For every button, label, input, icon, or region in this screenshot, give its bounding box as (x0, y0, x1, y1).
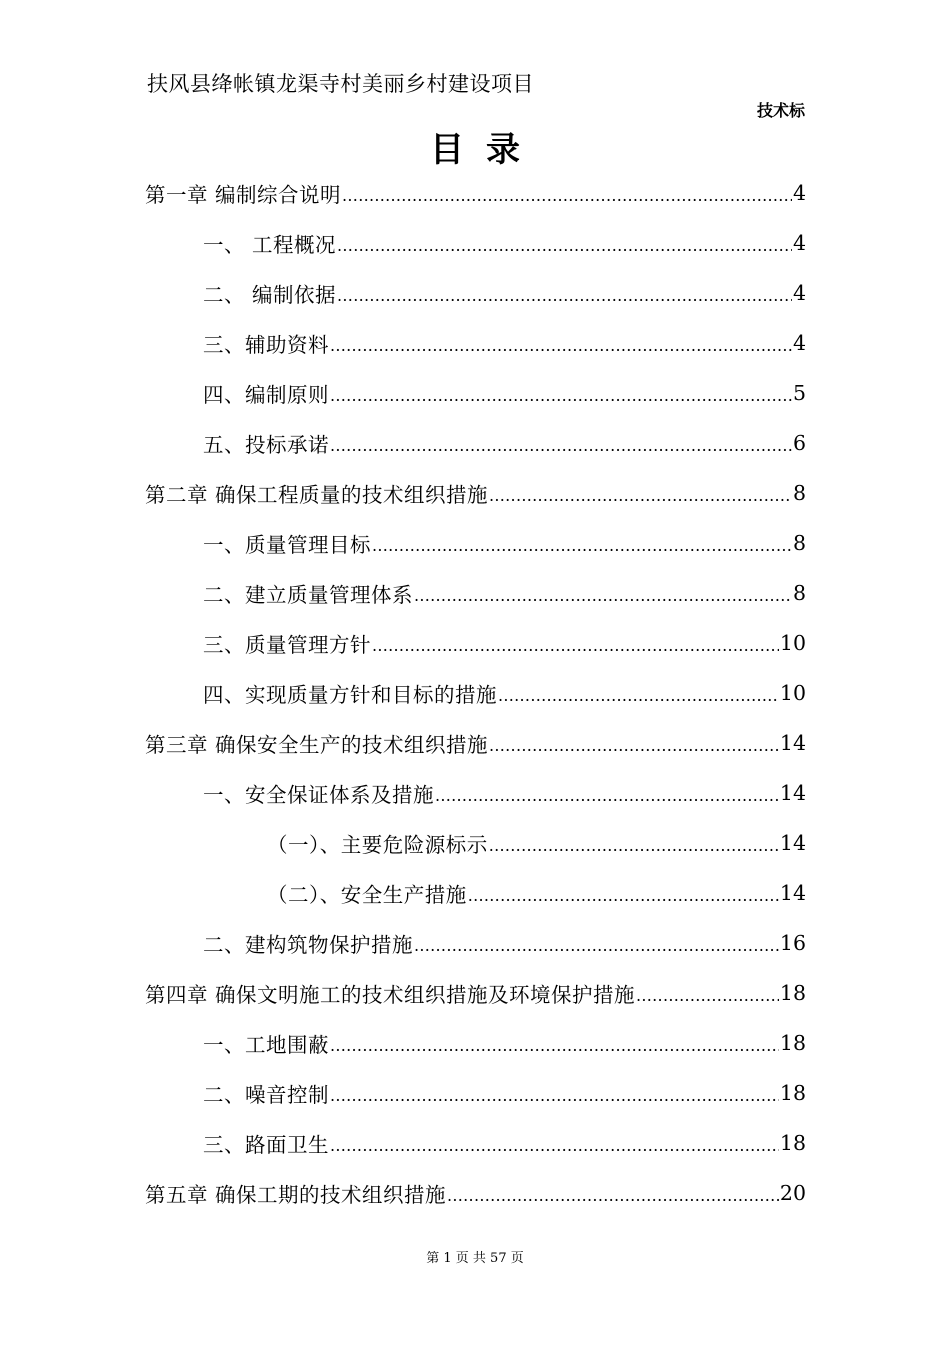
toc-page-number: 14 (779, 831, 806, 855)
toc-entry[interactable] (145, 668, 806, 718)
toc-page-number: 10 (779, 631, 806, 655)
toc-entry[interactable] (145, 1068, 806, 1118)
toc-dot-leader (414, 588, 792, 618)
toc-entry-text: 三、质量管理方针 (203, 633, 371, 657)
toc-page-number: 14 (779, 881, 806, 905)
toc-entry[interactable] (145, 268, 806, 318)
toc-dot-leader (447, 1188, 779, 1218)
toc-page-number: 8 (792, 531, 806, 555)
page-footer: 第 1 页 共 57 页 (426, 1251, 524, 1266)
toc-entry[interactable] (145, 718, 806, 768)
toc-page-number: 18 (779, 1031, 806, 1055)
toc-entry-text: 第三章 确保安全生产的技术组织措施 (145, 733, 489, 757)
toc-page-number: 4 (792, 281, 806, 305)
toc-dot-leader (414, 938, 779, 968)
toc-entry[interactable] (145, 168, 806, 218)
toc-entry-text: 四、实现质量方针和目标的措施 (203, 683, 497, 707)
toc-entry[interactable] (145, 318, 806, 368)
toc-entry[interactable] (145, 818, 806, 868)
toc-entry-text: （一）、主要危险源标示 (267, 833, 488, 857)
toc-page-number: 18 (779, 1081, 806, 1105)
toc-page-number: 14 (779, 781, 806, 805)
toc-entry-text: 一、工地围蔽 (203, 1033, 329, 1057)
toc-dot-leader (489, 738, 779, 768)
toc-entry-text: 三、辅助资料 (203, 333, 329, 357)
toc-entry[interactable] (145, 418, 806, 468)
toc-dot-leader (489, 838, 779, 868)
toc-entry-text: 第五章 确保工期的技术组织措施 (145, 1183, 447, 1207)
toc-entry[interactable] (145, 868, 806, 918)
toc-page-number: 4 (792, 231, 806, 255)
toc-entry-text: 第四章 确保文明施工的技术组织措施及环境保护措施 (145, 983, 636, 1007)
toc-entry-text: 第一章 编制综合说明 (145, 183, 342, 207)
toc-entry[interactable] (145, 568, 806, 618)
toc-dot-leader (330, 438, 792, 468)
toc-dot-leader (498, 688, 779, 718)
toc-entry-text: 五、投标承诺 (203, 433, 329, 457)
toc-page-number: 18 (779, 1131, 806, 1155)
toc-page-number: 20 (779, 1181, 806, 1205)
toc-entry-text: （二）、安全生产措施 (267, 883, 467, 907)
toc-dot-leader (337, 238, 792, 268)
toc-dot-leader (330, 1088, 779, 1118)
toc-entry[interactable] (145, 518, 806, 568)
toc-dot-leader (372, 538, 792, 568)
toc-entry-text: 二、建立质量管理体系 (203, 583, 413, 607)
toc-entry[interactable] (145, 1018, 806, 1068)
toc-page-number: 6 (792, 431, 806, 455)
toc-page-number: 10 (779, 681, 806, 705)
toc-entry-text: 一、 工程概况 (203, 233, 337, 257)
toc-entry-text: 四、编制原则 (203, 383, 329, 407)
toc-page-number: 14 (779, 731, 806, 755)
toc-dot-leader (330, 1038, 779, 1068)
toc-dot-leader (330, 338, 792, 368)
toc-entry-text: 二、噪音控制 (203, 1083, 329, 1107)
toc-page-number: 4 (792, 181, 806, 205)
toc-entry[interactable] (145, 1168, 806, 1218)
toc-page-number: 8 (792, 481, 806, 505)
toc-entry-text: 一、安全保证体系及措施 (203, 783, 434, 807)
toc-dot-leader (372, 638, 779, 668)
toc-page-number: 4 (792, 331, 806, 355)
toc-entry-text: 三、路面卫生 (203, 1133, 329, 1157)
toc-entry[interactable] (145, 768, 806, 818)
table-of-contents (145, 168, 806, 1218)
toc-entry-text: 二、 编制依据 (203, 283, 337, 307)
toc-entry[interactable] (145, 618, 806, 668)
toc-entry[interactable] (145, 968, 806, 1018)
toc-entry[interactable] (145, 368, 806, 418)
toc-dot-leader (342, 188, 792, 218)
toc-entry[interactable] (145, 468, 806, 518)
toc-entry-text: 一、质量管理目标 (203, 533, 371, 557)
toc-dot-leader (435, 788, 779, 818)
toc-dot-leader (330, 1138, 779, 1168)
toc-page-number: 16 (779, 931, 806, 955)
toc-dot-leader (489, 488, 792, 518)
toc-page-number: 8 (792, 581, 806, 605)
toc-heading: 目录 (430, 130, 542, 170)
toc-entry-text: 二、建构筑物保护措施 (203, 933, 413, 957)
toc-dot-leader (330, 388, 792, 418)
toc-dot-leader (337, 288, 792, 318)
toc-page-number: 18 (779, 981, 806, 1005)
toc-page-number: 5 (792, 381, 806, 405)
project-title: 扶风县绛帐镇龙渠寺村美丽乡村建设项目 (147, 72, 534, 96)
toc-dot-leader (636, 988, 779, 1018)
toc-entry[interactable] (145, 1118, 806, 1168)
toc-entry-text: 第二章 确保工程质量的技术组织措施 (145, 483, 489, 507)
document-tag: 技术标 (756, 101, 805, 120)
toc-entry[interactable] (145, 918, 806, 968)
toc-entry[interactable] (145, 218, 806, 268)
toc-dot-leader (468, 888, 779, 918)
